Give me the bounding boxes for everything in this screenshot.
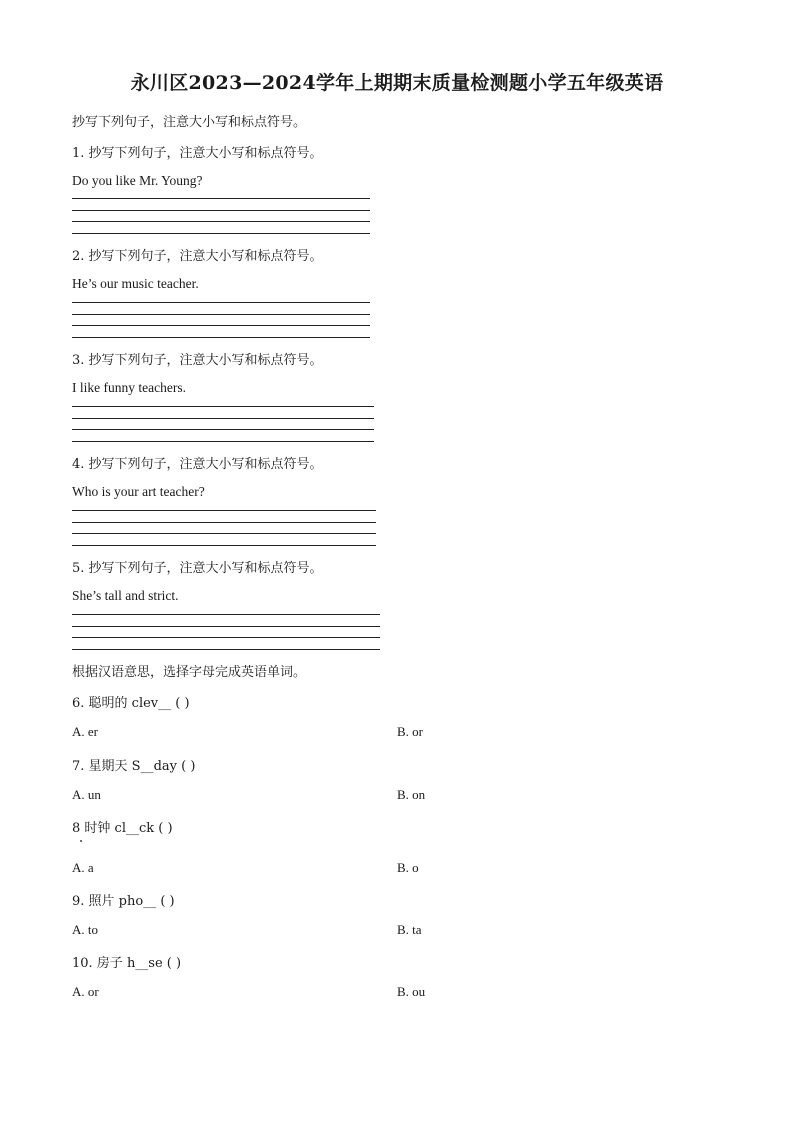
page-title: 永川区2023—2024学年上期期末质量检测题小学五年级英语 — [130, 72, 664, 94]
question-10-option-a[interactable]: A. or — [72, 984, 99, 999]
question-6-label: 6. 聪明的 clev__ ( ) — [72, 696, 190, 711]
question-10-option-b[interactable]: B. ou — [397, 984, 426, 999]
question-2-writing-lines[interactable] — [72, 302, 370, 348]
question-8-option-b[interactable]: B. o — [397, 860, 419, 875]
question-9-option-b[interactable]: B. ta — [397, 922, 422, 937]
question-1-label: 1. 抄写下列句子，注意大小写和标点符号。 — [72, 146, 323, 161]
question-7-option-a[interactable]: A. un — [72, 787, 101, 802]
question-6-option-b[interactable]: B. or — [397, 724, 423, 739]
section1-heading: 抄写下列句子，注意大小写和标点符号。 — [72, 115, 307, 130]
question-8-label: 8 时钟 cl__ck ( ) — [72, 821, 173, 836]
question-3-label: 3. 抄写下列句子，注意大小写和标点符号。 — [72, 353, 323, 368]
question-3-sentence: I like funny teachers. — [72, 380, 186, 395]
section2-heading: 根据汉语意思，选择字母完成英语单词。 — [72, 665, 307, 680]
question-9-label: 9. 照片 pho__ ( ) — [72, 894, 175, 909]
question-9-option-a[interactable]: A. to — [72, 922, 98, 937]
question-10-label: 10. 房子 h__se ( ) — [72, 956, 182, 971]
question-7-label: 7. 星期天 S__day ( ) — [72, 759, 196, 774]
question-6-option-a[interactable]: A. er — [72, 724, 98, 739]
question-2-sentence: He’s our music teacher. — [72, 276, 199, 291]
question-5-label: 5. 抄写下列句子，注意大小写和标点符号。 — [72, 561, 323, 576]
question-8-option-a[interactable]: A. a — [72, 860, 94, 875]
question-4-label: 4. 抄写下列句子，注意大小写和标点符号。 — [72, 457, 323, 472]
question-5-sentence: She’s tall and strict. — [72, 588, 179, 603]
stray-dot — [80, 840, 82, 842]
question-4-sentence: Who is your art teacher? — [72, 484, 205, 499]
question-4-writing-lines[interactable] — [72, 510, 376, 556]
question-7-option-b[interactable]: B. on — [397, 787, 426, 802]
question-1-writing-lines[interactable] — [72, 198, 370, 244]
question-5-writing-lines[interactable] — [72, 614, 380, 660]
question-1-sentence: Do you like Mr. Young? — [72, 173, 203, 188]
question-2-label: 2. 抄写下列句子，注意大小写和标点符号。 — [72, 249, 323, 264]
question-3-writing-lines[interactable] — [72, 406, 374, 452]
